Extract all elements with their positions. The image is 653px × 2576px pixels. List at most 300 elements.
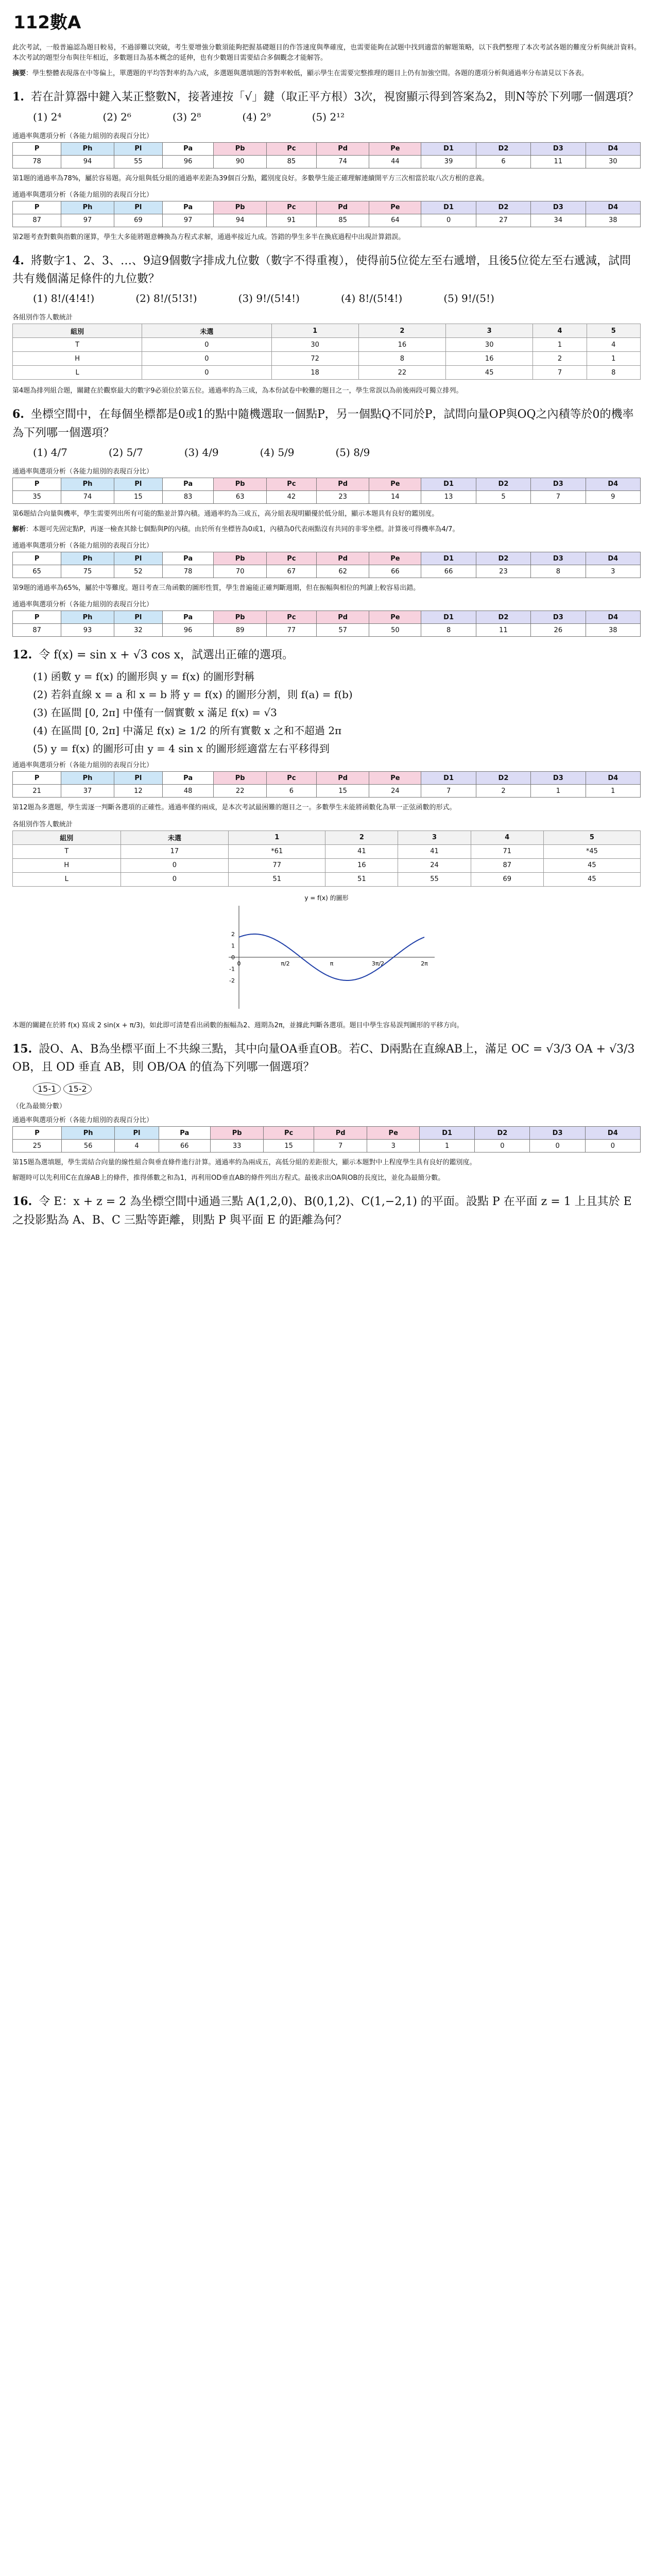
- table-cell: 50: [369, 624, 421, 637]
- stat-header-row: [13, 324, 641, 338]
- option: (3) 9!/(5!4!): [238, 292, 300, 305]
- stat-header-cell: 5: [587, 324, 640, 338]
- table-header-cell: Ph: [61, 552, 114, 565]
- table-header-cell: Ph: [61, 1127, 114, 1140]
- table-cell: 21: [13, 785, 61, 798]
- table-cell: 65: [13, 565, 61, 578]
- table-header-cell: Pb: [214, 611, 267, 624]
- summary-text: 學生整體表現落在中等偏上，單選題的平均答對率約為六成，多選題與選填題的答對率較低，顯示學生在需要完整推理的題目上仍有加強空間。各題的選項分析與通過率分布請見以下各表。: [32, 70, 589, 78]
- table-caption: 通過率與選項分析（各能力組別的表現百分比）: [12, 542, 153, 550]
- table-row: [13, 214, 641, 227]
- stat-cell: 87: [471, 858, 543, 872]
- table-header-cell: D3: [531, 552, 586, 565]
- remark-label: 解析: [12, 525, 26, 533]
- table-cell: 67: [267, 565, 317, 578]
- table-header-cell: D1: [421, 552, 476, 565]
- stat-cell: 0: [142, 338, 271, 352]
- table-cell: 37: [61, 785, 114, 798]
- table-header-row: [13, 772, 641, 785]
- stat-row: [13, 844, 641, 858]
- table-header-cell: D4: [586, 772, 640, 785]
- table-header-row: [13, 1127, 641, 1140]
- stat-cell: 22: [358, 366, 445, 380]
- table-header-cell: Pe: [369, 201, 421, 214]
- table-cell: 85: [267, 155, 317, 168]
- table-header-cell: Pc: [267, 611, 317, 624]
- table-cell: 62: [316, 565, 369, 578]
- table-header-cell: Pb: [214, 478, 267, 490]
- stat-header-cell: 3: [398, 831, 471, 844]
- table-header-cell: P: [13, 478, 61, 490]
- sub-option: (5) y = f(x) 的圖形可由 y = 4 sin x 的圖形經適當左右平移得到: [33, 742, 330, 755]
- stat-caption: 各組別作答人數統計: [12, 314, 73, 322]
- question-text: 令 E：x + z = 2 為坐標空間中通過三點 A(1,2,0)、B(0,1,2)、C(1,−2,1) 的平面。設點 P 在平面 z = 1 上且其於 E 之投影點為 A、B、C 三點等距離，則點 P 與平面 E 的距離為何？: [12, 1195, 632, 1227]
- table-header-cell: Pb: [214, 201, 267, 214]
- stat-cell: T: [13, 338, 142, 352]
- table-cell: 44: [369, 155, 421, 168]
- table-cell: 96: [162, 155, 213, 168]
- table-header-cell: D3: [531, 478, 586, 490]
- table-header-cell: D2: [476, 611, 530, 624]
- stat-cell: *45: [543, 844, 640, 858]
- table-cell: 15: [114, 490, 162, 503]
- option: (5) 2¹²: [312, 110, 345, 123]
- stat-cell: 30: [271, 338, 358, 352]
- table-header-cell: D1: [421, 611, 476, 624]
- table-cell: 26: [531, 624, 586, 637]
- table-cell: 78: [13, 155, 61, 168]
- table-header-cell: D2: [476, 478, 530, 490]
- stat-header-cell: 1: [229, 831, 325, 844]
- table-header-cell: Pe: [369, 772, 421, 785]
- table-cell: 2: [476, 785, 530, 798]
- table-cell: 52: [114, 565, 162, 578]
- remark-paragraph: 解析：本題可先固定點P，再逐一檢查其餘七個點與P的內積。由於所有坐標皆為0或1，內積為0代表兩點沒有共同的非零坐標。計算後可得機率為4/7。: [12, 525, 459, 533]
- table-cell: 66: [159, 1140, 210, 1153]
- stat-cell: L: [13, 872, 121, 886]
- table-header-cell: Pd: [316, 552, 369, 565]
- table-header-cell: D4: [586, 201, 640, 214]
- paragraph-q12: 第12題為多選題，學生需逐一判斷各選項的正確性。通過率僅約兩成，是本次考試最困難的題目之一。多數學生未能將函數化為單一正弦函數的形式。: [12, 804, 456, 812]
- stat-cell: 16: [446, 352, 533, 366]
- table-header-cell: Pb: [214, 772, 267, 785]
- table-header-cell: D1: [421, 772, 476, 785]
- stat-cell: T: [13, 844, 121, 858]
- stat-cell: 1: [587, 352, 640, 366]
- table-cell: 0: [530, 1140, 585, 1153]
- question-number: 15.: [12, 1042, 32, 1056]
- table-cell: 48: [162, 785, 213, 798]
- table-cell: 9: [586, 490, 640, 503]
- answer-circle: 15-1: [33, 1082, 61, 1095]
- option: (5) 8/9: [335, 446, 370, 459]
- stat-cell: 45: [543, 872, 640, 886]
- table-cell: 27: [476, 214, 530, 227]
- stat-cell: 18: [271, 366, 358, 380]
- table-cell: 63: [214, 490, 267, 503]
- analysis-table-6: [12, 478, 641, 504]
- table-cell: 66: [369, 565, 421, 578]
- y-tick-label: -1: [229, 965, 235, 973]
- table-header-cell: D3: [531, 772, 586, 785]
- table-header-cell: Pl: [114, 772, 162, 785]
- stat-cell: L: [13, 366, 142, 380]
- option: (1) 8!/(4!4!): [33, 292, 95, 305]
- table-header-row: [13, 201, 641, 214]
- stat-cell: 1: [533, 338, 587, 352]
- table-cell: 56: [61, 1140, 114, 1153]
- question-1: [12, 88, 641, 106]
- table-cell: 69: [114, 214, 162, 227]
- stat-header-cell: 2: [325, 831, 398, 844]
- table-header-cell: Ph: [61, 478, 114, 490]
- table-caption: 通過率與選項分析（各能力組別的表現百分比）: [12, 191, 153, 199]
- option: (4) 5/9: [260, 446, 295, 459]
- stat-row: [13, 366, 641, 380]
- table-header-cell: D2: [476, 772, 530, 785]
- table-header-cell: D1: [421, 142, 476, 155]
- question-text: 將數字1、2、3、…、9這9個數字排成九位數（數字不得重複），使得前5位從左至右遞增，且後5位從左至右遞減，試問共有幾個滿足條件的九位數？: [12, 254, 631, 286]
- table-cell: 11: [531, 155, 586, 168]
- table-header-cell: Pl: [115, 1127, 159, 1140]
- table-header-cell: D2: [476, 201, 530, 214]
- table-header-cell: Pd: [316, 611, 369, 624]
- question-1-options: [33, 111, 641, 123]
- stat-cell: 17: [121, 844, 229, 858]
- table-caption: 通過率與選項分析（各能力組別的表現百分比）: [12, 1116, 153, 1125]
- option: (1) 4/7: [33, 446, 67, 459]
- table-header-cell: P: [13, 772, 61, 785]
- table-cell: 94: [61, 155, 114, 168]
- table-caption: 通過率與選項分析（各能力組別的表現百分比）: [12, 132, 153, 140]
- question-number: 6.: [12, 408, 24, 421]
- question-text: 若在計算器中鍵入某正整數N，接著連按「√」鍵（取正平方根）3次，視窗顯示得到答案為2，則N等於下列哪一個選項？: [30, 91, 639, 104]
- stat-cell: 7: [533, 366, 587, 380]
- table-cell: 15: [264, 1140, 314, 1153]
- stat-cell: 8: [358, 352, 445, 366]
- table-cell: 78: [162, 565, 213, 578]
- sub-option: (2) 若斜直線 x = a 和 x = b 將 y = f(x) 的圖形分割，則 f(a) = f(b): [33, 688, 353, 701]
- intro-paragraph: 此次考試，一般普遍認為題目較易，不過卻難以突破，考生要增強分數須能夠把握基礎題目的作答速度與準確度，也需要能夠在試題中找到適當的解題策略，以下我們整理了本次考試各題的難度分析與統計資料。本次考試的題型分布與往年相近，多數題目為基本概念的延伸，也有少數題目需要結合多個觀念才能解答。: [12, 44, 641, 62]
- x-tick-label: 3π/2: [371, 960, 385, 967]
- stat-row: [13, 352, 641, 366]
- table-cell: 25: [13, 1140, 62, 1153]
- table-header-cell: Pe: [367, 1127, 420, 1140]
- table-cell: 23: [316, 490, 369, 503]
- table-header-cell: Pl: [114, 201, 162, 214]
- analysis-table-15: [12, 1126, 641, 1153]
- table-header-cell: Pl: [114, 611, 162, 624]
- table-header-cell: D2: [476, 142, 530, 155]
- table-cell: 35: [13, 490, 61, 503]
- table-cell: 7: [531, 490, 586, 503]
- table-cell: 24: [369, 785, 421, 798]
- stat-cell: 45: [543, 858, 640, 872]
- table-header-cell: Pa: [159, 1127, 210, 1140]
- question-6: [12, 405, 641, 442]
- option: (2) 5/7: [108, 446, 143, 459]
- table-header-cell: Pb: [214, 552, 267, 565]
- paragraph-q9: 第9題的通過率為65%，屬於中等難度。題目考查三角函數的圖形性質，學生普遍能正確判斷週期，但在振幅與相位的判讀上較容易出錯。: [12, 584, 420, 592]
- table-cell: 93: [61, 624, 114, 637]
- table-header-cell: Pc: [264, 1127, 314, 1140]
- table-header-cell: D3: [531, 142, 586, 155]
- table-cell: 8: [531, 565, 586, 578]
- table-header-cell: Pe: [369, 611, 421, 624]
- table-header-cell: Pb: [214, 142, 267, 155]
- option: (5) 9!/(5!): [443, 292, 494, 305]
- stat-caption: 各組別作答人數統計: [12, 820, 73, 828]
- table-header-row: [13, 611, 641, 624]
- table-header-cell: Pd: [316, 478, 369, 490]
- paragraph-q15: 第15題為選填題，學生需結合向量的線性組合與垂直條件進行計算。通過率約為兩成五，高低分組的差距很大，顯示本題對中上程度學生具有良好的鑑別度。: [12, 1159, 476, 1167]
- table-cell: 57: [316, 624, 369, 637]
- table-header-cell: Pc: [267, 772, 317, 785]
- stat-cell: 0: [142, 352, 271, 366]
- table-header-cell: D2: [476, 552, 530, 565]
- x-tick-label: 0: [237, 960, 241, 967]
- question-number: 16.: [12, 1195, 32, 1209]
- table-cell: 13: [421, 490, 476, 503]
- table-cell: 3: [586, 565, 640, 578]
- table-header-row: [13, 142, 641, 155]
- table-cell: 55: [114, 155, 162, 168]
- table-cell: 32: [114, 624, 162, 637]
- table-cell: 12: [114, 785, 162, 798]
- stat-header-cell: 4: [471, 831, 543, 844]
- table-row: [13, 155, 641, 168]
- table-cell: 89: [214, 624, 267, 637]
- table-header-cell: Pc: [267, 142, 317, 155]
- question-4: [12, 252, 641, 288]
- stat-header-cell: 組別: [13, 831, 121, 844]
- table-cell: 0: [421, 214, 476, 227]
- stat-cell: 77: [229, 858, 325, 872]
- table-header-cell: Ph: [61, 772, 114, 785]
- table-header-cell: D4: [586, 478, 640, 490]
- table-cell: 7: [314, 1140, 367, 1153]
- table-row: [13, 490, 641, 503]
- question-text: 設O、A、B為坐標平面上不共線三點，其中向量OA垂直OB。若C、D兩點在直線AB上，滿足 OC = √3/3 OA + √3/3 OB，且 OD 垂直 AB，則 OB/OA 的值為下列哪一個選項？: [12, 1042, 635, 1074]
- stat-cell: 0: [121, 872, 229, 886]
- table-header-cell: P: [13, 552, 61, 565]
- sub-option: (3) 在區間 [0, 2π] 中僅有一個實數 x 滿足 f(x) = √3: [33, 706, 277, 719]
- table-cell: 14: [369, 490, 421, 503]
- table-cell: 7: [421, 785, 476, 798]
- table-header-cell: P: [13, 142, 61, 155]
- table-header-cell: Pd: [316, 772, 369, 785]
- stat-row: [13, 872, 641, 886]
- table-header-cell: Pd: [316, 201, 369, 214]
- table-cell: 74: [316, 155, 369, 168]
- table-header-cell: Pd: [316, 142, 369, 155]
- y-tick-label: -2: [229, 977, 235, 984]
- stat-cell: 16: [325, 858, 398, 872]
- table-caption: 通過率與選項分析（各能力組別的表現百分比）: [12, 467, 153, 476]
- table-cell: 30: [586, 155, 640, 168]
- table-cell: 3: [367, 1140, 420, 1153]
- table-cell: 8: [421, 624, 476, 637]
- question-text: 坐標空間中，在每個坐標都是0或1的點中隨機選取一個點P，另一個點Q不同於P，試問向量OP與OQ之內積等於0的機率為下列哪一個選項？: [12, 408, 634, 439]
- table-header-cell: D4: [586, 142, 640, 155]
- stat-cell: 45: [446, 366, 533, 380]
- stat-cell: 0: [121, 858, 229, 872]
- table-header-cell: Pb: [210, 1127, 264, 1140]
- table-cell: 39: [421, 155, 476, 168]
- x-tick-label: π/2: [281, 960, 290, 967]
- table-header-cell: P: [13, 1127, 62, 1140]
- stat-header-cell: 2: [358, 324, 445, 338]
- table-cell: 38: [586, 624, 640, 637]
- table-header-cell: Pc: [267, 201, 317, 214]
- stat-header-cell: 組別: [13, 324, 142, 338]
- question-number: 1.: [12, 90, 24, 104]
- table-cell: 6: [476, 155, 530, 168]
- paragraph-q6: 第6題結合向量與機率，學生需要列出所有可能的點並計算內積。通過率約為三成五，高分組表現明顯優於低分組，顯示本題具有良好的鑑別度。: [12, 510, 439, 518]
- table-cell: 77: [267, 624, 317, 637]
- analysis-table-9: [12, 552, 641, 578]
- table-cell: 94: [214, 214, 267, 227]
- table-cell: 70: [214, 565, 267, 578]
- analysis-table-1: [12, 142, 641, 168]
- answer-circle: 15-2: [63, 1082, 91, 1095]
- paragraph-q16-intro: 解題時可以先利用C在直線AB上的條件，推得係數之和為1，再利用OD垂直AB的條件列出方程式。最後求出OA與OB的長度比，並化為最簡分數。: [12, 1174, 445, 1182]
- table-cell: 0: [585, 1140, 640, 1153]
- document-title: 112數A: [13, 12, 81, 33]
- stat-cell: 55: [398, 872, 471, 886]
- stat-cell: 69: [471, 872, 543, 886]
- sine-graph: [208, 893, 445, 1016]
- table-header-cell: Pa: [162, 478, 213, 490]
- stat-cell: 51: [325, 872, 398, 886]
- table-header-cell: D3: [530, 1127, 585, 1140]
- table-header-cell: P: [13, 611, 61, 624]
- paragraph-q2: 第2題考查對數與指數的運算，學生大多能將題意轉換為方程式求解，通過率接近九成。答錯的學生多半在換底過程中出現計算錯誤。: [12, 233, 405, 241]
- stat-cell: 4: [587, 338, 640, 352]
- table-row: [13, 1140, 641, 1153]
- answer-circles: [33, 1080, 641, 1097]
- stat-header-cell: 未選: [121, 831, 229, 844]
- table-header-cell: D2: [475, 1127, 530, 1140]
- sub-option: (1) 函數 y = f(x) 的圖形與 y = f(x) 的圖形對稱: [33, 670, 255, 683]
- table-cell: 64: [369, 214, 421, 227]
- table-cell: 87: [13, 214, 61, 227]
- y-tick-label: 1: [231, 942, 235, 950]
- table-cell: 74: [61, 490, 114, 503]
- analysis-table-12: [12, 771, 641, 798]
- option: (3) 2⁸: [172, 110, 201, 123]
- y-tick-label: 0: [231, 954, 235, 961]
- table-cell: 85: [316, 214, 369, 227]
- table-row: [13, 565, 641, 578]
- stat-cell: *61: [229, 844, 325, 858]
- analysis-table-10: [12, 611, 641, 637]
- y-tick-label: 2: [231, 930, 235, 938]
- question-number: 12.: [12, 648, 32, 662]
- table-header-row: [13, 552, 641, 565]
- table-header-cell: Pe: [369, 478, 421, 490]
- option: (2) 8!/(5!3!): [135, 292, 197, 305]
- table-cell: 0: [475, 1140, 530, 1153]
- table-row: [13, 624, 641, 637]
- table-cell: 34: [531, 214, 586, 227]
- question-15: [12, 1040, 641, 1076]
- table-header-cell: Pe: [369, 552, 421, 565]
- table-cell: 97: [162, 214, 213, 227]
- table-header-cell: Pa: [162, 201, 213, 214]
- table-header-cell: Pa: [162, 142, 213, 155]
- table-header-cell: Pa: [162, 611, 213, 624]
- table-cell: 38: [586, 214, 640, 227]
- table-header-cell: Pl: [114, 552, 162, 565]
- figure-title: y = f(x) 的圖形: [304, 894, 349, 902]
- table-header-cell: Pc: [267, 478, 317, 490]
- stat-cell: 0: [142, 366, 271, 380]
- table-cell: 11: [476, 624, 530, 637]
- stat-cell: 71: [471, 844, 543, 858]
- sub-option: (4) 在區間 [0, 2π] 中滿足 f(x) ≥ 1/2 的所有實數 x 之和不超過 2π: [33, 724, 342, 737]
- table-header-cell: D4: [586, 552, 640, 565]
- table-header-cell: Pl: [114, 478, 162, 490]
- question-6-options: [33, 446, 641, 459]
- table-header-cell: Pc: [267, 552, 317, 565]
- table-header-cell: Pa: [162, 772, 213, 785]
- table-header-cell: D1: [420, 1127, 475, 1140]
- table-header-cell: Ph: [61, 201, 114, 214]
- stat-header-cell: 3: [446, 324, 533, 338]
- stat-cell: H: [13, 858, 121, 872]
- remark-text: 本題可先固定點P，再逐一檢查其餘七個點與P的內積。由於所有坐標皆為0或1，內積為0代表兩點沒有共同的非零坐標。計算後可得機率為4/7。: [32, 525, 459, 533]
- question-number: 4.: [12, 253, 24, 267]
- paragraph-q12b: 本題的關鍵在於將 f(x) 寫成 2 sin(x + π/3)，如此即可清楚看出函數的振幅為2、週期為2π，並據此判斷各選項。題目中學生容易誤判圖形的平移方向。: [12, 1021, 463, 1029]
- response-stat-table: [12, 324, 641, 380]
- question-12: [12, 646, 641, 664]
- table-header-cell: Pl: [114, 142, 162, 155]
- answer-note: （化為最簡分數）: [12, 1103, 66, 1111]
- stat-header-cell: 未選: [142, 324, 271, 338]
- table-header-cell: Ph: [61, 142, 114, 155]
- summary-paragraph: 摘要：學生整體表現落在中等偏上，單選題的平均答對率約為六成，多選題與選填題的答對率較低，顯示學生在需要完整推理的題目上仍有加強空間。各題的選項分析與通過率分布請見以下各表。: [12, 70, 589, 78]
- table-cell: 6: [267, 785, 317, 798]
- table-cell: 1: [420, 1140, 475, 1153]
- option: (4) 8!/(5!4!): [340, 292, 403, 305]
- table-cell: 42: [267, 490, 317, 503]
- stat-cell: 2: [533, 352, 587, 366]
- table-header-cell: D4: [586, 611, 640, 624]
- table-cell: 66: [421, 565, 476, 578]
- x-tick-label: π: [330, 960, 334, 967]
- stat-cell: H: [13, 352, 142, 366]
- stat-cell: 72: [271, 352, 358, 366]
- table-header-cell: D3: [531, 611, 586, 624]
- table-cell: 1: [586, 785, 640, 798]
- question-16: [12, 1193, 641, 1229]
- table-cell: 15: [316, 785, 369, 798]
- table-row: [13, 785, 641, 798]
- sine-figure: [12, 893, 641, 1016]
- table-header-cell: D3: [531, 201, 586, 214]
- table-header-cell: Pe: [369, 142, 421, 155]
- table-cell: 33: [210, 1140, 264, 1153]
- table-header-cell: Ph: [61, 611, 114, 624]
- x-tick-label: 2π: [421, 960, 428, 967]
- option: (1) 2⁴: [33, 110, 62, 123]
- option: (4) 2⁹: [242, 110, 271, 123]
- table-header-cell: D1: [421, 478, 476, 490]
- table-cell: 90: [214, 155, 267, 168]
- stat-header-row: [13, 831, 641, 844]
- table-header-cell: D4: [585, 1127, 640, 1140]
